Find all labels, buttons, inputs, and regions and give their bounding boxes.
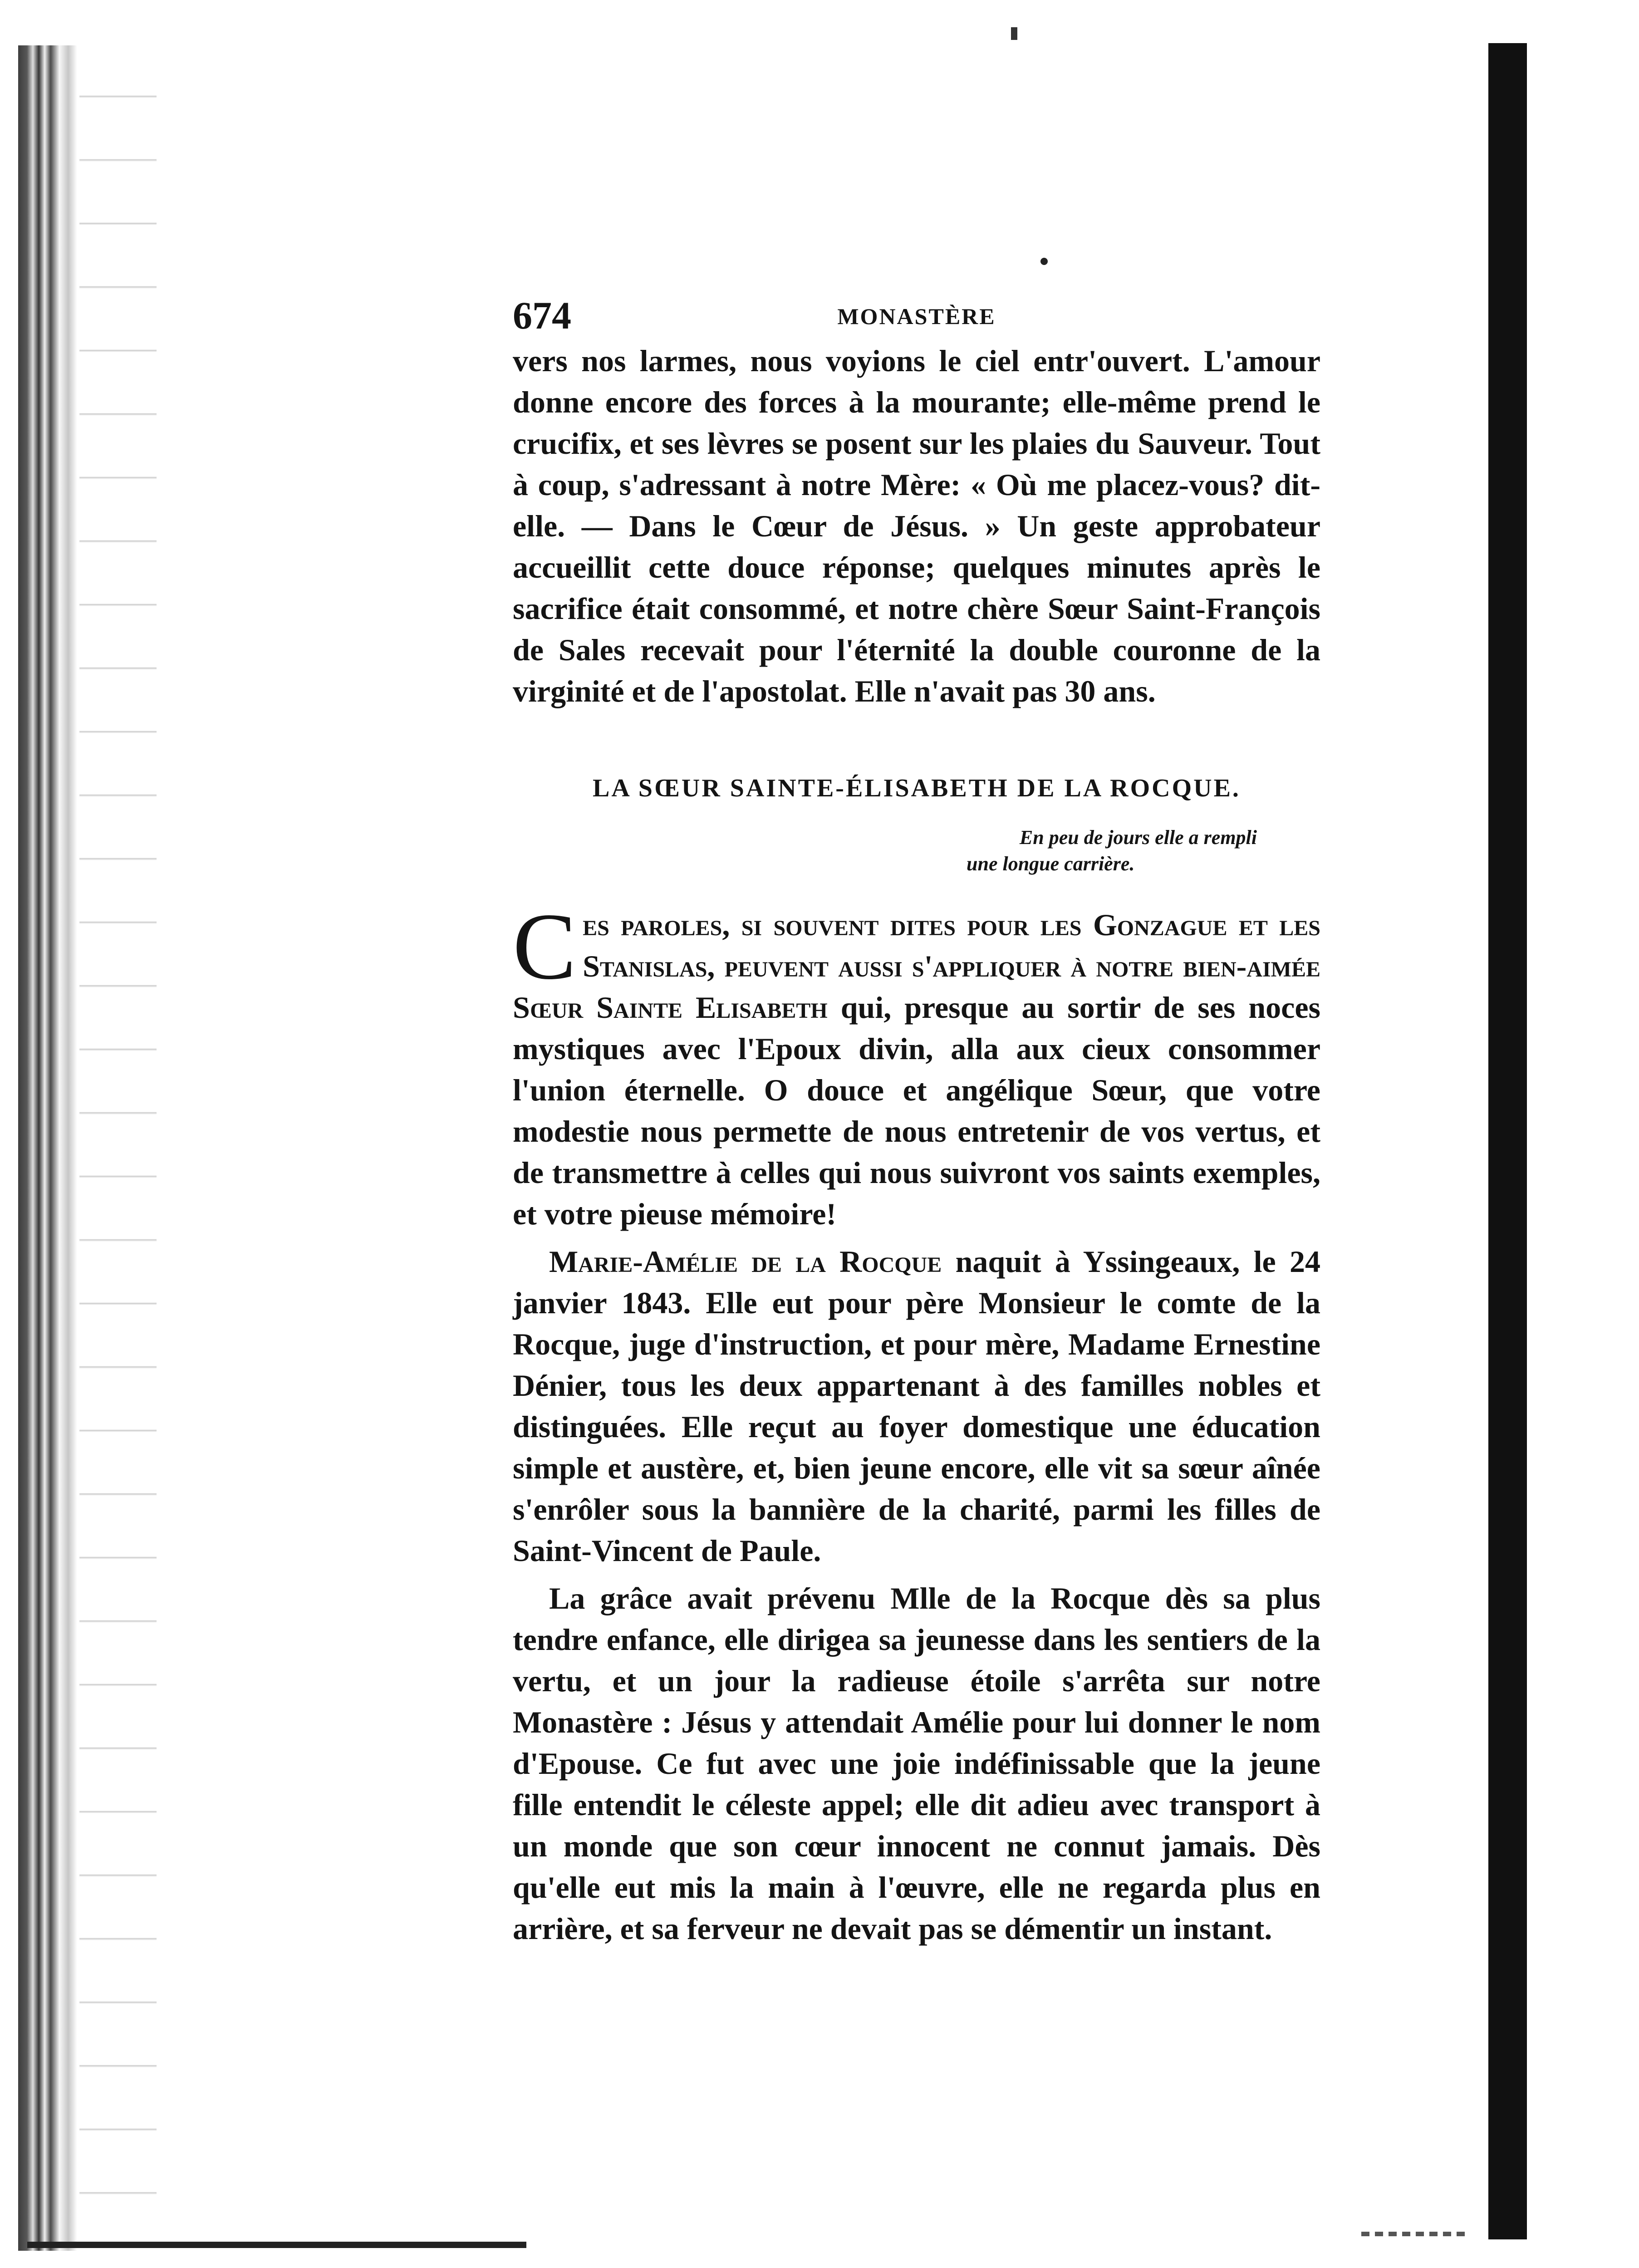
epigraph-line-1: En peu de jours elle a rempli [1019, 826, 1257, 849]
paragraph-1-lead: es paroles, si souvent dites pour les Gonzague et les Stanislas, peuvent aussi s'appliquer à notre bien-aimée Sœur [513, 908, 1320, 1025]
section-title: LA SŒUR SAINTE-ÉLISABETH DE LA ROCQUE. [593, 774, 1241, 802]
paragraph-2-name: Marie-Amélie de la Rocque [549, 1244, 942, 1279]
scan-margin-noise [79, 68, 157, 2224]
epigraph-line-2: une longue carrière. [967, 853, 1135, 875]
scan-right-edge-bar [1488, 43, 1527, 2239]
scan-top-mark [1011, 27, 1017, 40]
paragraph-1-body: qui, presque au sortir de ses noces mystiques avec l'Epoux divin, alla aux cieux consommer l'union éternelle. O douce et angélique Sœur, que votre modestie nous permette de nous entretenir de vos vertus, et de transmettre à celles qui nous suivront vos saints exemples, et votre pieuse mémoire! [513, 990, 1320, 1231]
drop-cap: C [513, 894, 577, 999]
paragraph-2 [513, 1241, 1320, 1571]
page-text-block [513, 290, 1320, 1949]
paragraph-3: La grâce avait prévenu Mlle de la Rocque dès sa plus tendre enfance, elle dirigea sa jeunesse dans les sentiers de la vertu, et un jour la radieuse étoile s'arrêta sur notre Monastère : Jésus y attendait Amélie pour lui donner le nom d'Epouse. Ce fut avec une joie indéfinissable que la jeune fille entendit le céleste appel; elle dit adieu avec transport à un monde que son cœur innocent ne connut jamais. Dès qu'elle eut mis la main à l'œuvre, elle ne regarda plus en arrière, et sa ferveur ne devait pas se démentir un instant. [513, 1581, 1320, 1946]
scan-bottom-edge [27, 2242, 526, 2248]
continuation-paragraph: vers nos larmes, nous voyions le ciel entr'ouvert. L'amour donne encore des forces à la mourante; elle-même prend le crucifix, et ses lèvres se posent sur les plaies du Sauveur. Tout à coup, s'adressant à notre Mère: « Où me placez-vous? dit-elle. — Dans le Cœur de Jésus. » Un geste approbateur accueillit cette douce réponse; quelques minutes après le sacrifice était consommé, et notre chère Sœur Saint-François de Sales recevait pour l'éternité la double couronne de la virginité et de l'apostolat. Elle n'avait pas 30 ans. [513, 344, 1320, 708]
page-number: 674 [513, 294, 571, 337]
running-head-title: MONASTÈRE [837, 304, 996, 329]
scan-speck [1040, 258, 1048, 265]
running-head [513, 290, 1320, 340]
paragraph-1-name: Sainte Elisabeth [596, 990, 828, 1025]
paragraph-1 [513, 894, 1320, 1235]
scan-bottom-smudge [1361, 2232, 1470, 2236]
epigraph [967, 825, 1257, 877]
paragraph-2-body: naquit à Yssingeaux, le 24 janvier 1843. Elle eut pour père Monsieur le comte de la Rocque, juge d'instruction, et pour mère, Madame Ernestine Dénier, tous les deux appartenant à des familles nobles et distinguées. Elle reçut au foyer domestique une éducation simple et austère, et, bien jeune encore, elle vit sa sœur aînée s'enrôler sous la bannière de la charité, parmi les filles de Saint-Vincent de Paule. [513, 1244, 1320, 1568]
scan-binding-shadow [18, 45, 77, 2251]
